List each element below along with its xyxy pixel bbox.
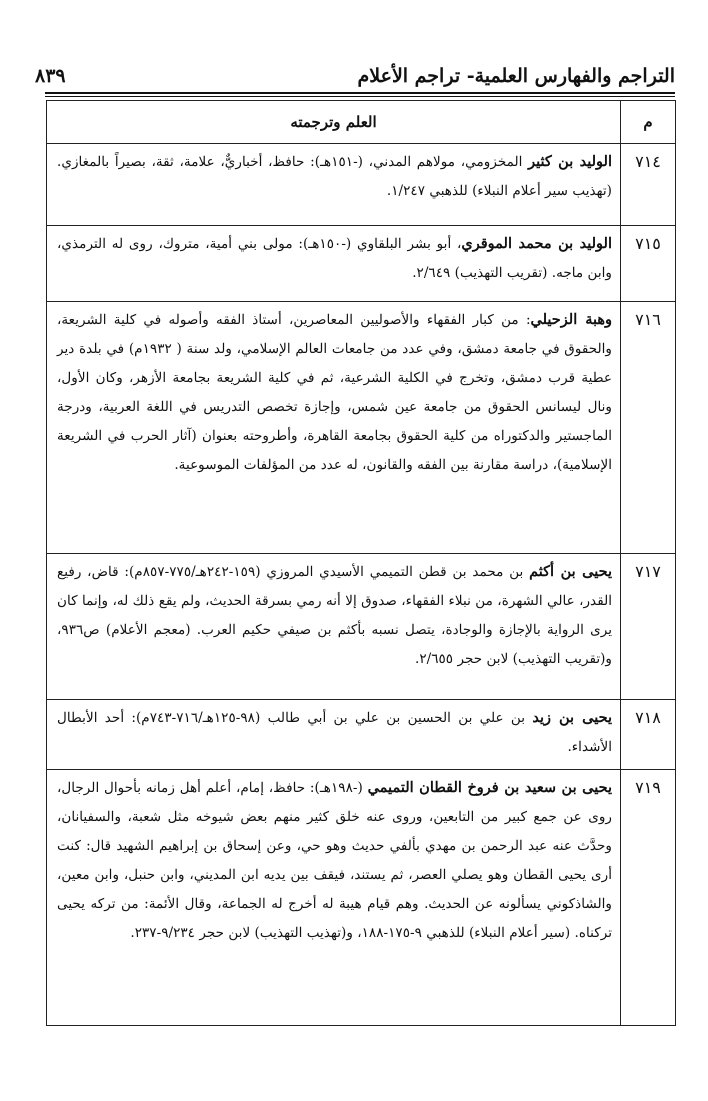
entry-biography: [47, 144, 621, 226]
entry-text: ، أبو بشر البلقاوي (-١٥٠هـ): مولى بني أمية، متروك، روى له الترمذي، وابن ماجه. (تقريب التهذيب) ٢/٦٤٩.: [57, 236, 612, 281]
entry-name: الوليد بن محمد الموقري: [461, 235, 612, 252]
entry-number: ٧١٤: [621, 144, 676, 226]
entry-text: المخزومي، مولاهم المدني، (-١٥١هـ): حافظ، أخباريٌّ، علامة، ثقة، بصيراً بالمغازي. (تهذيب سير أعلام النبلاء) للذهبي ١/٢٤٧.: [57, 154, 612, 199]
entry-biography: [47, 770, 621, 1026]
entry-number: ٧١٦: [621, 302, 676, 554]
entry-name: يحيى بن زيد: [532, 709, 612, 726]
entry-number: ٧١٧: [621, 554, 676, 700]
running-title: التراجم والفهارس العلمية- تراجم الأعلام: [357, 65, 675, 87]
entry-name: وهبة الزحيلي: [530, 311, 612, 328]
column-header-number: م: [621, 101, 676, 144]
entry-number: ٧١٥: [621, 226, 676, 302]
column-header-biography: العلم وترجمته: [47, 101, 621, 144]
table-row: [47, 226, 676, 302]
table-row: [47, 700, 676, 770]
header-rule-thick: [45, 92, 675, 94]
page-header: [35, 60, 675, 92]
entry-name: الوليد بن كثير: [528, 153, 612, 170]
entry-biography: [47, 302, 621, 554]
entry-biography: [47, 226, 621, 302]
table-row: [47, 554, 676, 700]
entry-number: ٧١٩: [621, 770, 676, 1026]
entry-text: : من كبار الفقهاء والأصوليين المعاصرين، أستاذ الفقه وأصوله في كلية الشريعة، والحقوق في جامعة دمشق، وفي عدد من جامعات العالم الإسلامي، ولد سنة ( ١٩٣٢م) في بلدة دير عطية قرب دمشق، وتخرج في الكلية الشرعية، ثم في كلية الشريعة بجامعة الأزهر، وكان الأول، ونال ليسانس الحقوق من جامعة عين شمس، وإجازة تخصص التدريس في اللغة العربية، ودرجة الماجستير والدكتوراه من كلية الحقوق بجامعة القاهرة، وأطروحته بعنوان (آثار الحرب في الشريعة الإسلامية)، دراسة مقارنة بين الفقه والقانون، له عدد من المؤلفات الموسوعية.: [57, 312, 612, 473]
header-rule-thin: [45, 96, 675, 97]
table-header-row: [47, 101, 676, 144]
page-number: ٨٣٩: [35, 65, 66, 87]
entry-number: ٧١٨: [621, 700, 676, 770]
entry-text: بن علي بن الحسين بن علي بن أبي طالب (٩٨-١٢٥هـ/٧١٦-٧٤٣م): أحد الأبطال الأشداء.: [57, 710, 612, 755]
table-row: [47, 770, 676, 1026]
table-row: [47, 144, 676, 226]
entry-biography: [47, 554, 621, 700]
entry-biography: [47, 700, 621, 770]
entry-text: بن محمد بن قطن التميمي الأسيدي المروزي (١٥٩-٢٤٢هـ/٧٧٥-٨٥٧م): قاض، رفيع القدر، عالي الشهرة، من نبلاء الفقهاء، صدوق إلا أنه رمي بسرقة الحديث، ولم يقع ذلك له، وإنما كان يرى الرواية بالإجازة والوجادة، يتصل نسبه بأكثم بن صيفي حكيم العرب. (معجم الأعلام) ص٩٣٦، و(تقريب التهذيب) لابن حجر ٢/٦٥٥.: [57, 564, 612, 667]
entry-name: يحيى بن سعيد بن فروخ القطان التميمي: [367, 779, 613, 796]
entry-text: (-١٩٨هـ): حافظ، إمام، أعلم أهل زمانه بأحوال الرجال، روى عن جمع كبير من التابعين، وروى عنه خلق كثير منهم بعض شيوخه مثل شعبة، والسفيانان، وحدَّث عنه عبد الرحمن بن مهدي بألفي حديث وهو حي، وعن إسحاق بن إبراهيم الشهيد قال: كنت أرى يحيى القطان وهو يصلي العصر، ثم يستند، فيقف بين يديه ابن المديني، وابن حنبل، وابن معين، والشاذكوني يسألونه عن الحديث. وهم قيام هيبة له أخرج له الجماعة، وقال الأئمة: من تركه يحيى تركناه. (سير أعلام النبلاء) للذهبي ٩-١٧٥-١٨٨، و(تهذيب التهذيب) لابن حجر ٩/٢٣٤-٢٣٧.: [57, 780, 612, 941]
table-row: [47, 302, 676, 554]
entry-name: يحيى بن أكثم: [529, 563, 613, 580]
biography-table: [46, 100, 676, 1026]
